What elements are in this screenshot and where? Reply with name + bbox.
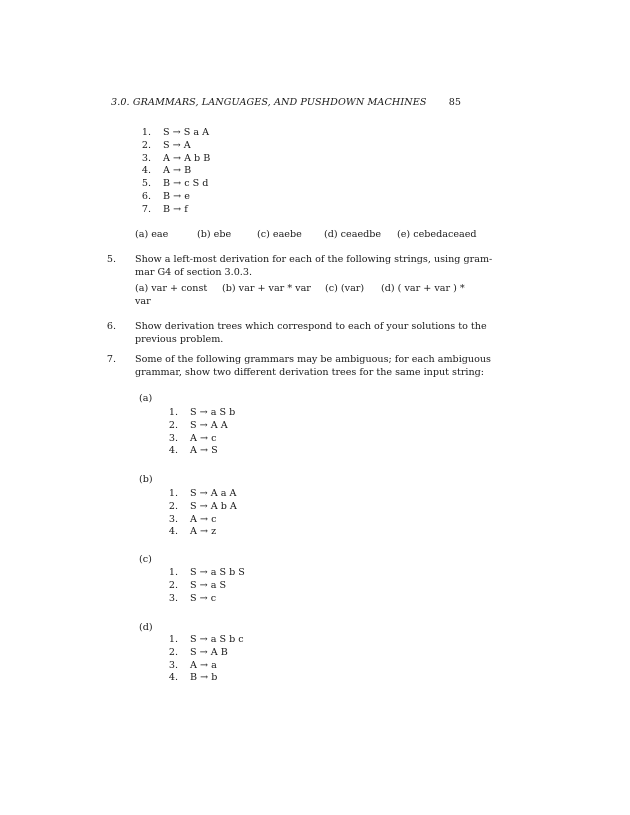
grammar-rule-list: 1. S → S a A 2. S → A 3. A → A b B 4. A → B 5. B → c S d 6. B → e 7. B → f — [141, 127, 211, 215]
string-options — [135, 229, 477, 243]
problem-number: 5. — [106, 254, 116, 265]
subgrammar-a-rules: 1. S → a S b 2. S → A A 3. A → c 4. A → S — [168, 407, 236, 457]
derivation-options — [135, 283, 465, 311]
problem-number: 7. — [106, 354, 116, 365]
subgrammar-c-rules: 1. S → a S b S 2. S → a S 3. S → c — [168, 567, 245, 604]
running-header — [111, 97, 461, 111]
problem-7 — [100, 353, 491, 383]
string-option: (d) ceaedbe — [324, 229, 382, 240]
subgrammar-label: (c) — [139, 554, 152, 565]
string-option: (b) ebe — [197, 229, 232, 240]
derivation-option: (c) (var) — [325, 283, 365, 294]
problem-text-line: Some of the following grammars may be ambiguous; for each ambiguous — [135, 354, 491, 365]
section-title: 3.0. GRAMMARS, LANGUAGES, AND PUSHDOWN MACHINES — [111, 97, 427, 108]
problem-text-line: grammar, show two different derivation trees for the same input string: — [135, 367, 485, 378]
derivation-option-wrap: var — [135, 296, 151, 307]
derivation-option: (b) var + var * var — [222, 283, 311, 294]
problem-6 — [100, 320, 487, 350]
subgrammar-b-rules: 1. S → A a A 2. S → A b A 3. A → c 4. A → z — [168, 488, 237, 538]
problem-text-line: Show a left-most derivation for each of the following strings, using gram- — [135, 254, 493, 265]
page-number: 85 — [448, 97, 461, 108]
derivation-option: (a) var + const — [135, 283, 208, 294]
string-option: (e) cebedaceaed — [397, 229, 477, 240]
subgrammar-label: (d) — [139, 622, 153, 633]
string-option: (a) eae — [135, 229, 169, 240]
derivation-option: (d) ( var + var ) * — [381, 283, 465, 294]
subgrammar-label: (a) — [139, 393, 153, 404]
problem-5 — [100, 253, 493, 283]
problem-text-line: Show derivation trees which correspond to each of your solutions to the — [135, 321, 487, 332]
string-option: (c) eaebe — [257, 229, 302, 240]
problem-number: 6. — [106, 321, 116, 332]
subgrammar-label: (b) — [139, 474, 153, 485]
problem-text-line: previous problem. — [135, 334, 224, 345]
problem-text-line: mar G4 of section 3.0.3. — [135, 267, 253, 278]
subgrammar-d-rules: 1. S → a S b c 2. S → A B 3. A → a 4. B → b — [168, 634, 244, 684]
